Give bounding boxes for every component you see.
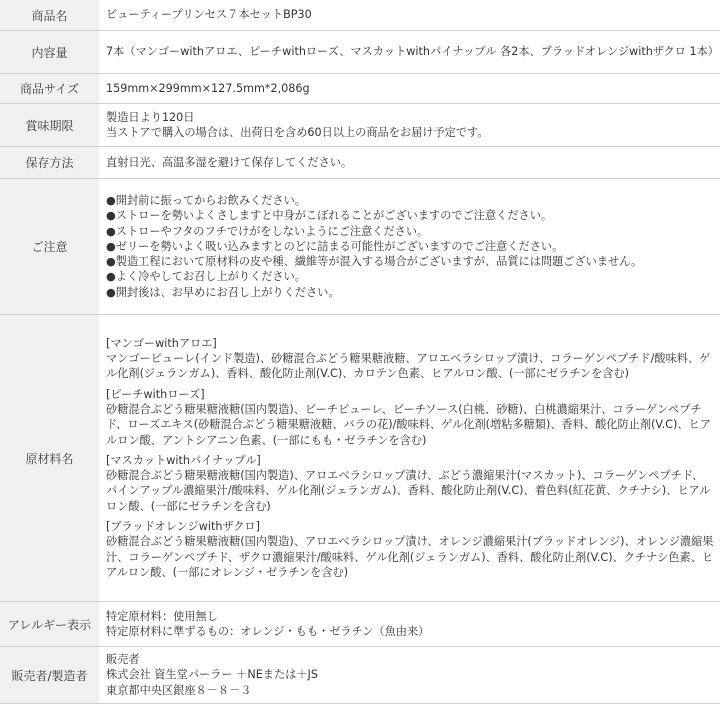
- row-product-name: [0, 0, 720, 31]
- ingredient-text: 砂糖混合ぶどう糖果糖液糖(国内製造)、アロエベラシロップ漬け、ぶどう濃縮果汁(マスカット)、コラーゲンペプチド、パインアップル濃縮果汁/酸味料、ゲル化剤(ジェランガム)、香料、酸化防止剤(V.C)、着色料(紅花黄、クチナシ)、ヒアルロン酸、(一部にゼラチンを含む): [106, 469, 711, 513]
- ingredient-heading: [マンゴーwithアロエ]: [106, 336, 217, 350]
- row-caution: [0, 179, 720, 315]
- caution-item: ●開封後は、お早めにお召し上がりください。: [106, 285, 340, 299]
- row-allergy: [0, 602, 720, 647]
- ingredient-heading: [ピーチwithローズ]: [106, 387, 205, 401]
- value-contents: [99, 31, 720, 74]
- label-allergy: アレルギー表示: [0, 602, 99, 647]
- value-caution: [99, 179, 720, 315]
- label-caution: ご注意: [0, 179, 99, 315]
- ingredient-text: 砂糖混合ぶどう糖果糖液糖(国内製造)、アロエベラシロップ漬け、オレンジ濃縮果汁(ブラッドオレンジ)、オレンジ濃縮果汁、コラーゲンペプチド、ザクロ濃縮果汁/酸味料、ゲル化剤(ジェランガム)、香料、酸化防止剤(V.C)、クチナシ色素、ヒアルロン酸、(一部にオレンジ・ゼラチンを含む): [106, 535, 714, 579]
- caution-item: ●よく冷やしてお召し上がりください。: [106, 270, 306, 284]
- value-allergy: [99, 602, 720, 647]
- ingredient-section-blood-orange: [106, 519, 714, 580]
- label-seller: 販売者/製造者: [0, 647, 99, 704]
- label-product-name: 商品名: [0, 0, 99, 31]
- row-storage: [0, 147, 720, 179]
- ingredient-section-mango: [106, 336, 714, 382]
- ingredient-text: マンゴーピューレ(インド製造)、砂糖混合ぶどう糖果糖液糖、アロエベラシロップ漬け、コラーゲンペプチド/酸味料、ゲル化剤(ジェランガム)、香料、酸化防止剤(V.C)、カロテン色素、ヒアルロン酸、(一部にゼラチンを含む): [106, 352, 711, 381]
- seller-line: 東京都中央区銀座８－８－３: [106, 683, 252, 697]
- allergy-line: 特定原材料に準ずるもの：オレンジ・もも・ゼラチン（魚由来）: [106, 625, 430, 638]
- value-storage: [99, 147, 720, 179]
- caution-item: ●ストローやフタのフチでけがをしないようにご注意ください。: [106, 224, 429, 238]
- label-size: 商品サイズ: [0, 74, 99, 104]
- caution-item: ●ゼリーを勢いよく吸い込みますとのどに詰まる可能性がございますのでご注意ください。: [106, 239, 564, 253]
- value-best-before: [99, 104, 720, 147]
- row-size: [0, 74, 720, 104]
- best-before-line: 当ストアで購入の場合は、出荷日を含め60日以上の商品をお届け予定です。: [106, 126, 489, 139]
- seller-line: 株式会社 資生堂パーラー ＋NEまたは＋JS: [106, 668, 318, 682]
- storage-text: 直射日光、高温多湿を避けて保存してください。: [106, 155, 353, 169]
- ingredient-section-muscat: [106, 453, 714, 514]
- label-best-before: 賞味期限: [0, 104, 99, 147]
- row-seller: [0, 647, 720, 704]
- ingredient-heading: [マスカットwithパイナップル]: [106, 453, 261, 467]
- value-ingredients: [99, 315, 720, 602]
- value-product-name: [99, 0, 720, 31]
- caution-item: ●開封前に振ってからお飲みください。: [106, 193, 306, 207]
- contents-text: 7本（マンゴーwithアロエ、ピーチwithローズ、マスカットwithパイナップル 各2本、ブラッドオレンジwithザクロ 1本）: [106, 45, 719, 59]
- row-ingredients: [0, 315, 720, 602]
- size-text: 159mm×299mm×127.5mm*2,086g: [106, 81, 310, 95]
- label-storage: 保存方法: [0, 147, 99, 179]
- value-size: [99, 74, 720, 104]
- row-best-before: [0, 104, 720, 147]
- value-seller: [99, 647, 720, 704]
- product-name-text: ビューティープリンセス７本セットBP30: [106, 8, 312, 22]
- caution-item: ●製造工程において原材料の皮や種、繊維等が混入する場合がございますが、品質には問題ございません。: [106, 255, 643, 269]
- ingredient-heading: [ブラッドオレンジwithザクロ]: [106, 520, 260, 534]
- ingredient-text: 砂糖混合ぶどう糖果糖液糖(国内製造)、ピーチピューレ、ピーチソース(白桃、砂糖)、白桃濃縮果汁、コラーゲンペプチド、ローズエキス(砂糖混合ぶどう糖果糖液糖、バラの花)/酸味料、ゲル化剤(増粘多糖類)、香料、酸化防止剤(V.C)、ヒアルロン酸、アントシアニン色素、(一部にもも・ゼラチンを含む): [106, 402, 711, 447]
- caution-item: ●ストローを勢いよくさしますと中身がこぼれることがございますのでご注意ください。: [106, 209, 553, 223]
- label-contents: 内容量: [0, 31, 99, 74]
- row-contents: [0, 31, 720, 74]
- seller-line: 販売者: [106, 653, 140, 667]
- allergy-line: 特定原材料：使用無し: [106, 609, 218, 623]
- label-ingredients: 原材料名: [0, 315, 99, 602]
- ingredient-section-peach: [106, 387, 714, 448]
- best-before-line: 製造日より120日: [106, 110, 195, 124]
